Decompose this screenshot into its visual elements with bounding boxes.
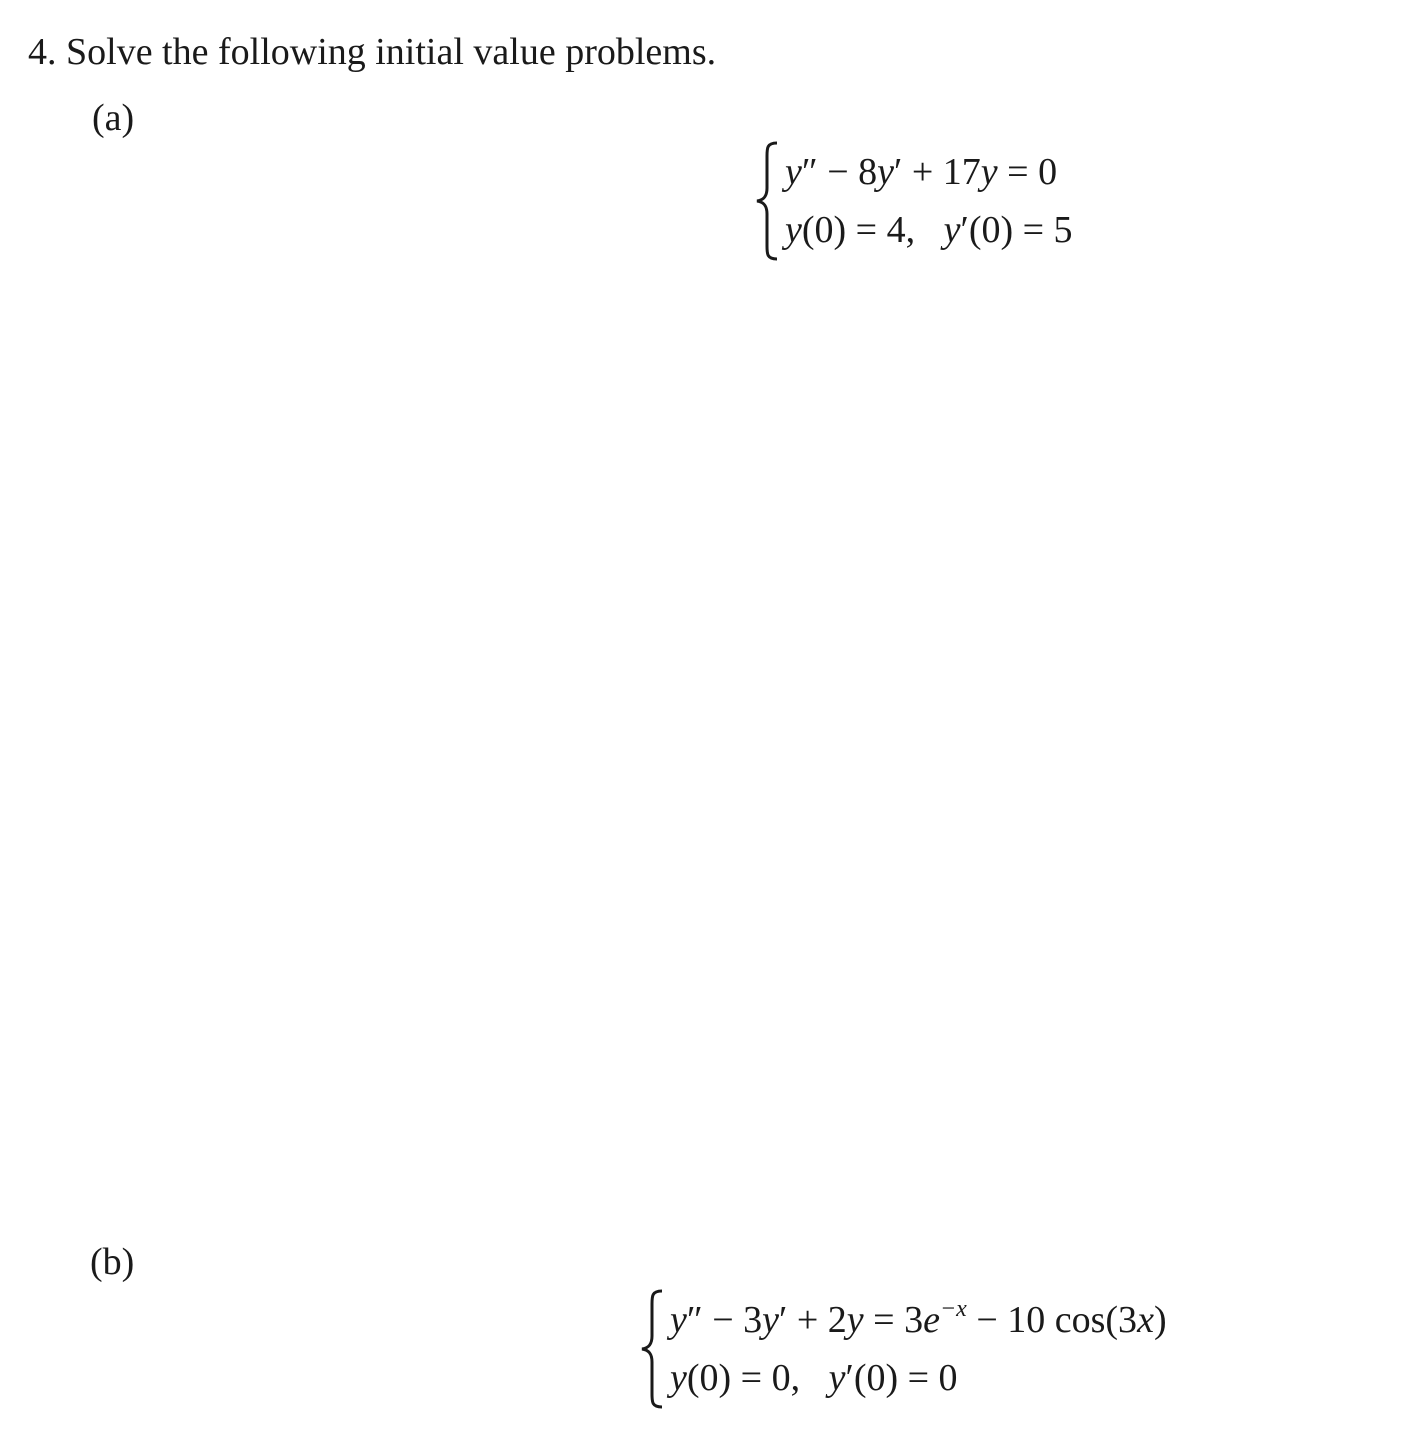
part-a-system	[755, 140, 1175, 265]
part-a-equation-1: y″ − 8y′ + 17y = 0	[785, 151, 1058, 193]
left-brace-icon	[640, 1288, 666, 1410]
part-b-equation-1: $y'' - 3y' + 2y = 3e^{-x} - 10$ cos(3x)	[670, 1296, 1167, 1341]
problem-heading: 4. Solve the following initial value problems.	[28, 31, 717, 73]
part-b-label: (b)	[90, 1241, 135, 1283]
part-b-system	[640, 1288, 1280, 1413]
part-a-label: (a)	[92, 97, 135, 139]
left-brace-icon	[755, 140, 781, 262]
part-b-equation-2: y(0) = 0, y′(0) = 0	[670, 1357, 958, 1399]
part-a-equation-2: y(0) = 4, y′(0) = 5	[785, 209, 1073, 251]
